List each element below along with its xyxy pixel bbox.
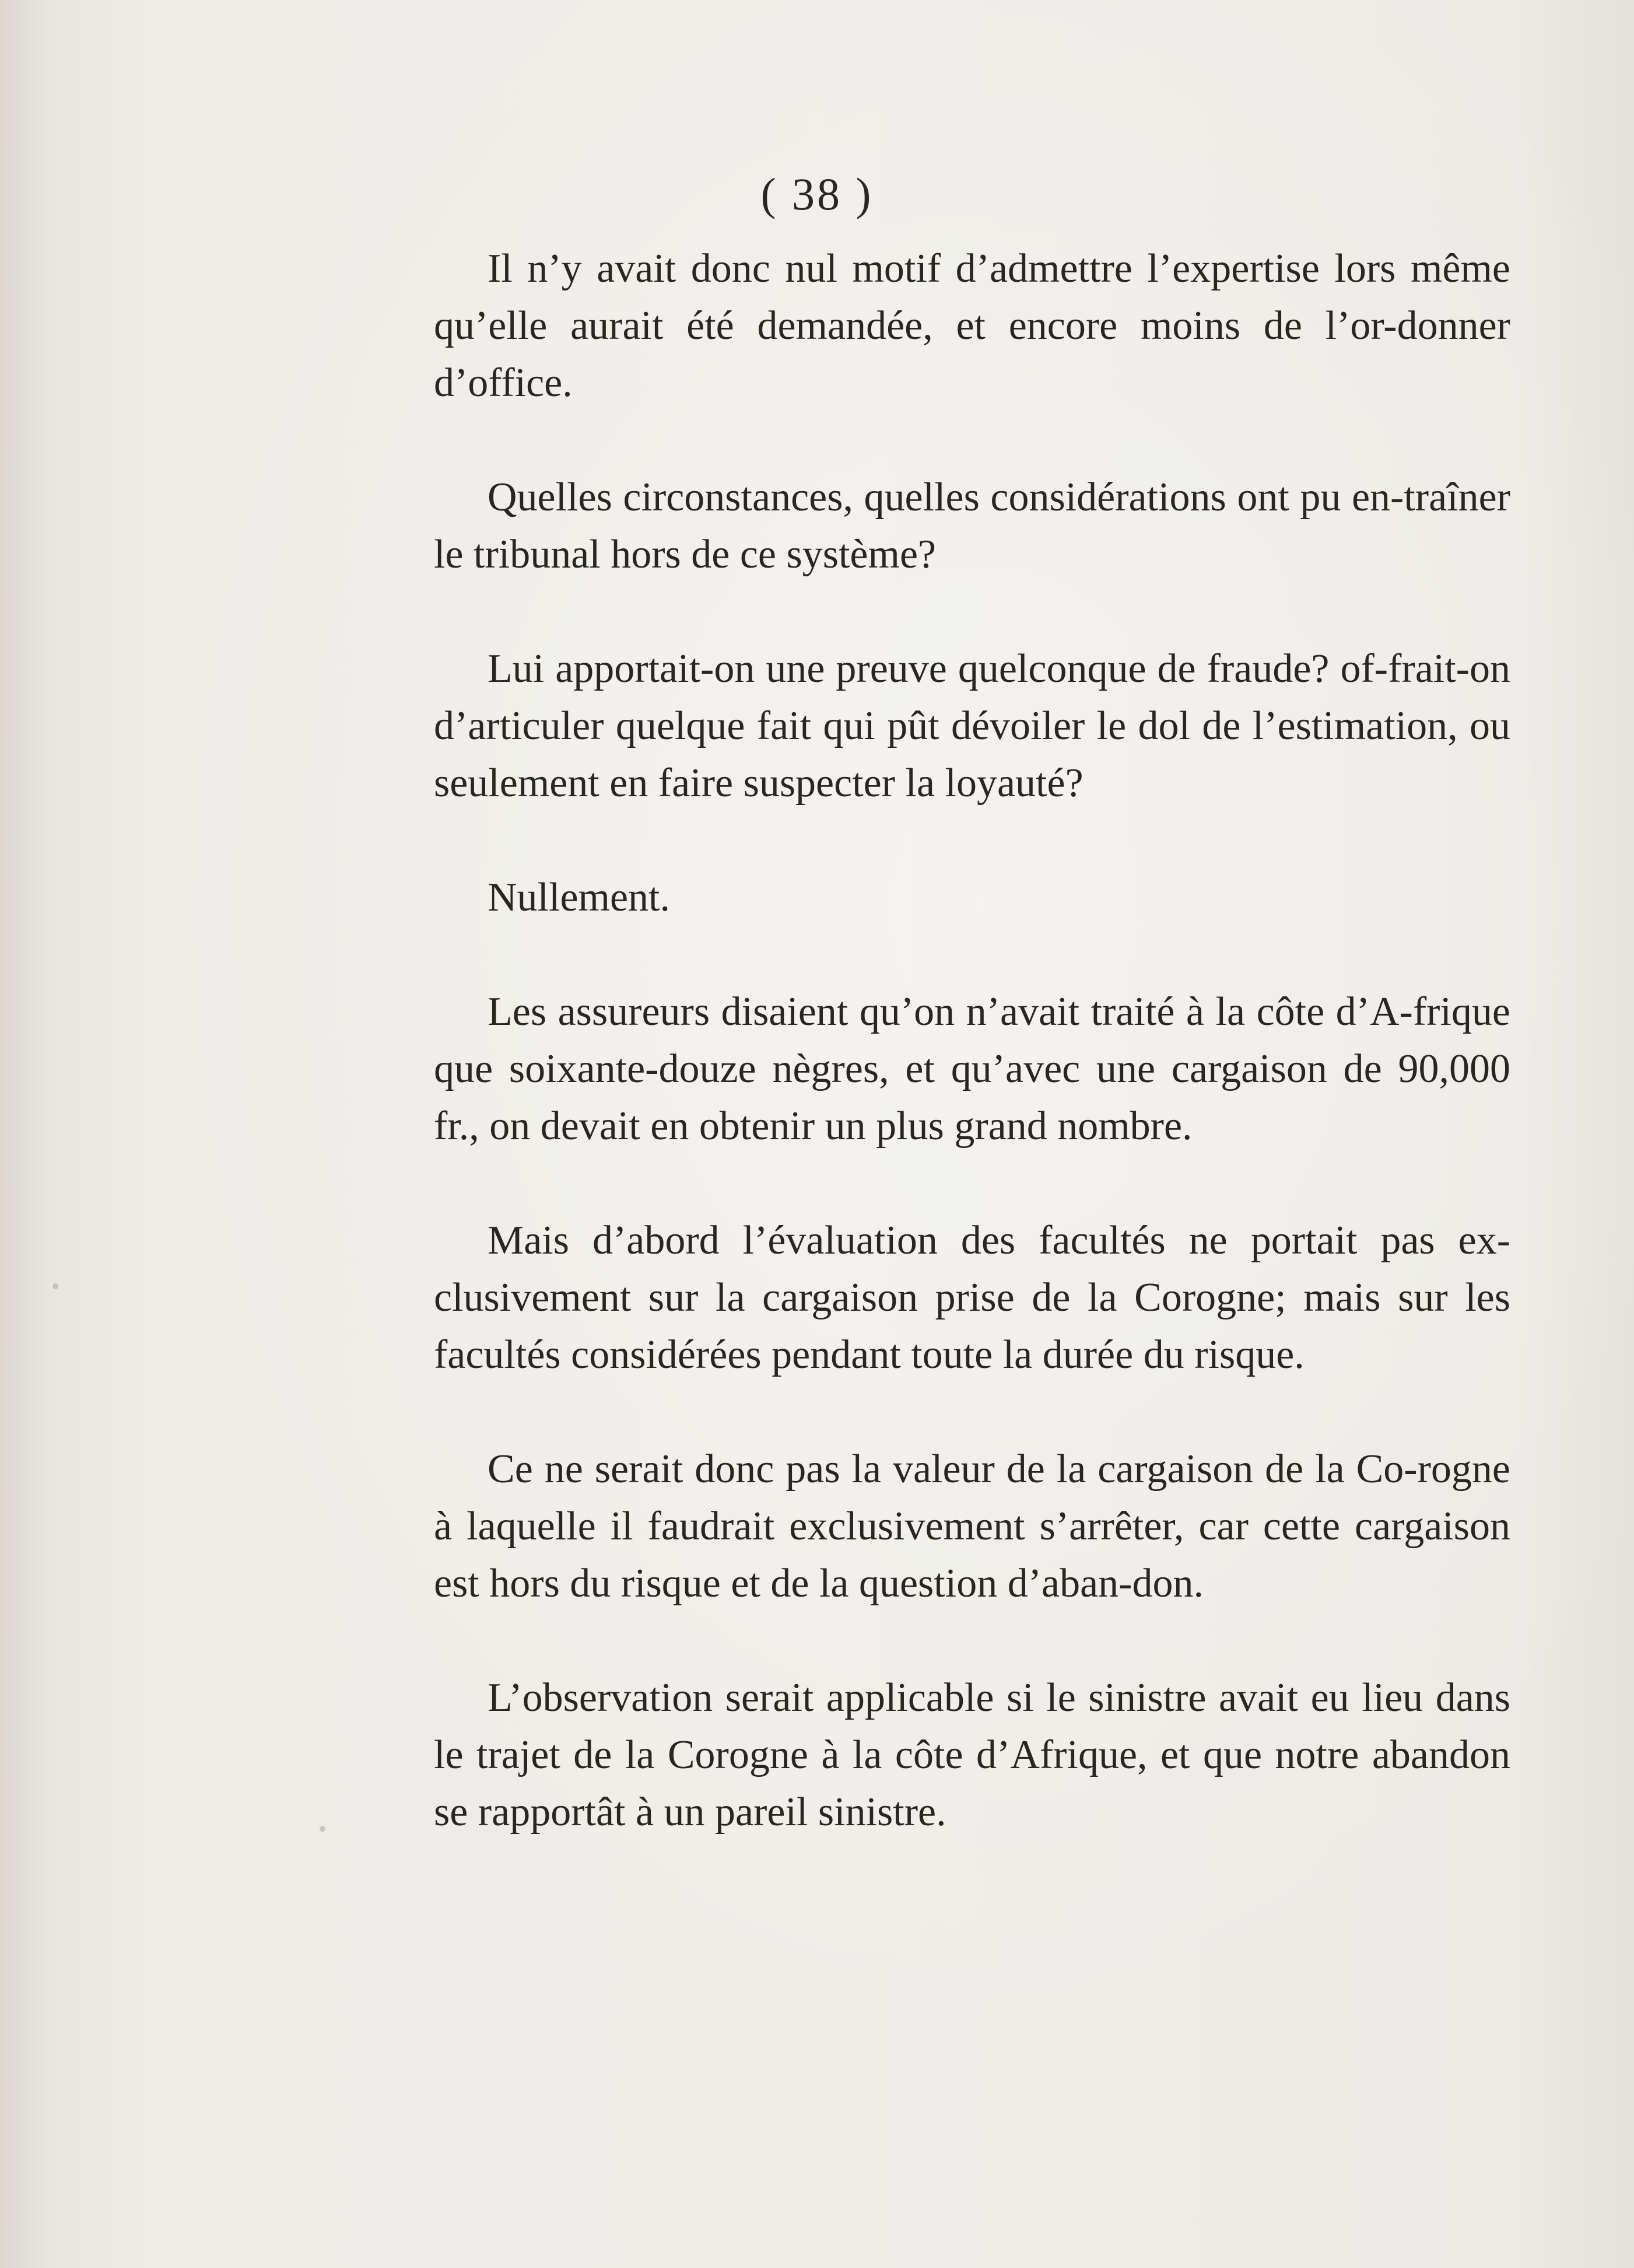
paragraph-5: Les assureurs disaient qu’on n’avait traité à la côte d’A-frique que soixante-douze nègres, et qu’avec une cargaison de 90,000 fr., on devait en obtenir un plus grand nombre. xyxy=(434,989,1510,1149)
paper-speck xyxy=(320,1826,325,1832)
body-text xyxy=(434,240,1510,1898)
paragraph-8: L’observation serait applicable si le sinistre avait eu lieu dans le trajet de la Corogne à la côte d’Afrique, et que notre abandon se rapportât à un pareil sinistre. xyxy=(434,1675,1510,1835)
paragraph-7: Ce ne serait donc pas la valeur de la cargaison de la Co-rogne à laquelle il faudrait exclusivement s’arrêter, car cette cargaison est hors du risque et de la question d’aban-don. xyxy=(434,1447,1510,1606)
paragraph-2: Quelles circonstances, quelles considérations ont pu en-traîner le tribunal hors de ce système? xyxy=(434,475,1510,577)
paragraph-4: Nullement. xyxy=(488,875,670,920)
paragraph-6: Mais d’abord l’évaluation des facultés ne portait pas ex-clusivement sur la cargaison prise de la Corogne; mais sur les facultés considérées pendant toute la durée du risque. xyxy=(434,1218,1510,1377)
paper-speck xyxy=(52,1283,58,1289)
paragraph-3: Lui apportait-on une preuve quelconque de fraude? of-frait-on d’articuler quelque fait qui pût dévoiler le dol de l’estimation, ou seulement en faire suspecter la loyauté? xyxy=(434,646,1510,806)
paragraph-1: Il n’y avait donc nul motif d’admettre l’expertise lors même qu’elle aurait été demandée, et encore moins de l’or-donner d’office. xyxy=(434,246,1510,405)
page-number: ( 38 ) xyxy=(760,169,874,219)
